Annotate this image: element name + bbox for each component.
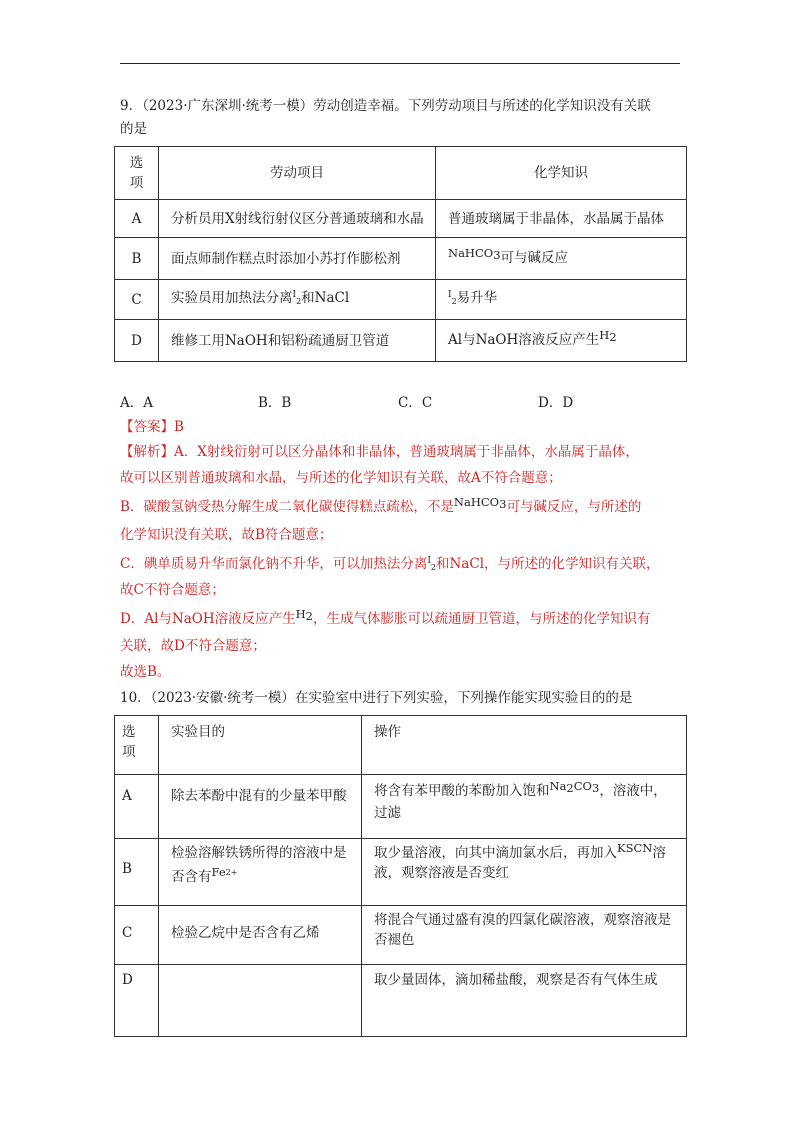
row-item: 实验员用加热法分离$^I_2$和NaCl	[159, 280, 436, 320]
row-operation: 将混合气通过盛有溴的四氯化碳溶液，观察溶液是 否褪色	[362, 906, 687, 965]
table-row	[115, 320, 687, 362]
row-option: D	[115, 965, 159, 1037]
row-goal	[159, 965, 362, 1037]
row-operation: 取少量溶液，向其中滴加氯水后，再加入KSCN溶 液，观察溶液是否变红	[362, 839, 687, 906]
row-knowledge: Al与NaOH溶液反应产生$H_2$	[436, 320, 687, 362]
table-row	[115, 906, 687, 965]
q9-stem-line2: 的是	[120, 121, 147, 137]
header-operation: 操作	[362, 716, 687, 775]
q9-table	[114, 146, 687, 362]
choice-c: C．C	[398, 395, 433, 411]
row-goal: 检验溶解铁锈所得的溶液中是 否含有$Fe^{2+}$	[159, 839, 362, 906]
row-option: B	[115, 238, 159, 280]
row-knowledge: $^I_2$易升华	[436, 280, 687, 320]
table-header-row	[115, 716, 687, 775]
table-header-row	[115, 147, 687, 200]
explanation-line: 故选B。	[120, 664, 171, 680]
q9-stem-line1: 9．（2023·广东深圳·统考一模）劳动创造幸福。下列劳动项目与所述的化学知识没有关联	[120, 98, 651, 114]
header-labor-item: 劳动项目	[159, 147, 436, 200]
row-option: B	[115, 839, 159, 906]
row-option: D	[115, 320, 159, 362]
explanation-line: 故可以区别普通玻璃和水晶，与所述的化学知识有关联，故A不符合题意；	[120, 470, 562, 486]
row-option: C	[115, 906, 159, 965]
row-option: C	[115, 280, 159, 320]
explanation-line: 【解析】A．X射线衍射可以区分晶体和非晶体，普通玻璃属于非晶体，水晶属于晶体，	[120, 444, 639, 460]
row-option: A	[115, 775, 159, 839]
row-operation: 将含有苯甲酸的苯酚加入饱和$Na_2CO_3$，溶液中， 过滤	[362, 775, 687, 839]
explanation-line: D．Al与NaOH溶液反应产生$H_2$，生成气体膨胀可以疏通厨卫管道，与所述的化学知识有	[120, 607, 651, 627]
table-row	[115, 839, 687, 906]
q10-table	[114, 715, 687, 1037]
q10-stem: 10．（2023·安徽·统考一模）在实验室中进行下列实验，下列操作能实现实验目的的是	[120, 690, 633, 706]
row-item: 面点师制作糕点时添加小苏打作膨松剂	[159, 238, 436, 280]
row-knowledge: 普通玻璃属于非晶体，水晶属于晶体	[436, 200, 687, 238]
header-goal: 实验目的	[159, 716, 362, 775]
table-row	[115, 965, 687, 1037]
answer: 【答案】B	[120, 419, 184, 435]
row-goal: 检验乙烷中是否含有乙烯	[159, 906, 362, 965]
header-rule	[120, 63, 680, 64]
explanation-line: 故C不符合题意；	[120, 582, 225, 598]
table-row	[115, 280, 687, 320]
row-item: 分析员用X射线衍射仪区分普通玻璃和水晶	[159, 200, 436, 238]
choice-d: D．D	[538, 395, 574, 411]
explanation-line: C．碘单质易升华而氯化钠不升华，可以加热法分离$^I_2$和NaCl，与所述的化学知识有关联，	[120, 556, 660, 572]
explanation-line: 化学知识没有关联，故B符合题意；	[120, 527, 333, 543]
header-option: 选 项	[115, 147, 159, 200]
choice-b: B．B	[258, 395, 292, 411]
explanation-line: B．碳酸氢钠受热分解生成二氧化碳使得糕点疏松，不是NaHCO$_3$可与碱反应，与所述的	[120, 495, 642, 515]
choice-a: A．A	[120, 395, 153, 411]
row-item: 维修工用NaOH和铝粉疏通厨卫管道	[159, 320, 436, 362]
row-knowledge: NaHCO$_3$可与碱反应	[436, 238, 687, 280]
row-goal: 除去苯酚中混有的少量苯甲酸	[159, 775, 362, 839]
row-option: A	[115, 200, 159, 238]
table-row	[115, 238, 687, 280]
table-row	[115, 775, 687, 839]
explanation-line: 关联，故D不符合题意；	[120, 638, 266, 654]
header-chem-knowledge: 化学知识	[436, 147, 687, 200]
header-option: 选 项	[115, 716, 159, 775]
row-operation: 取少量固体，滴加稀盐酸，观察是否有气体生成	[362, 965, 687, 1037]
table-row	[115, 200, 687, 238]
